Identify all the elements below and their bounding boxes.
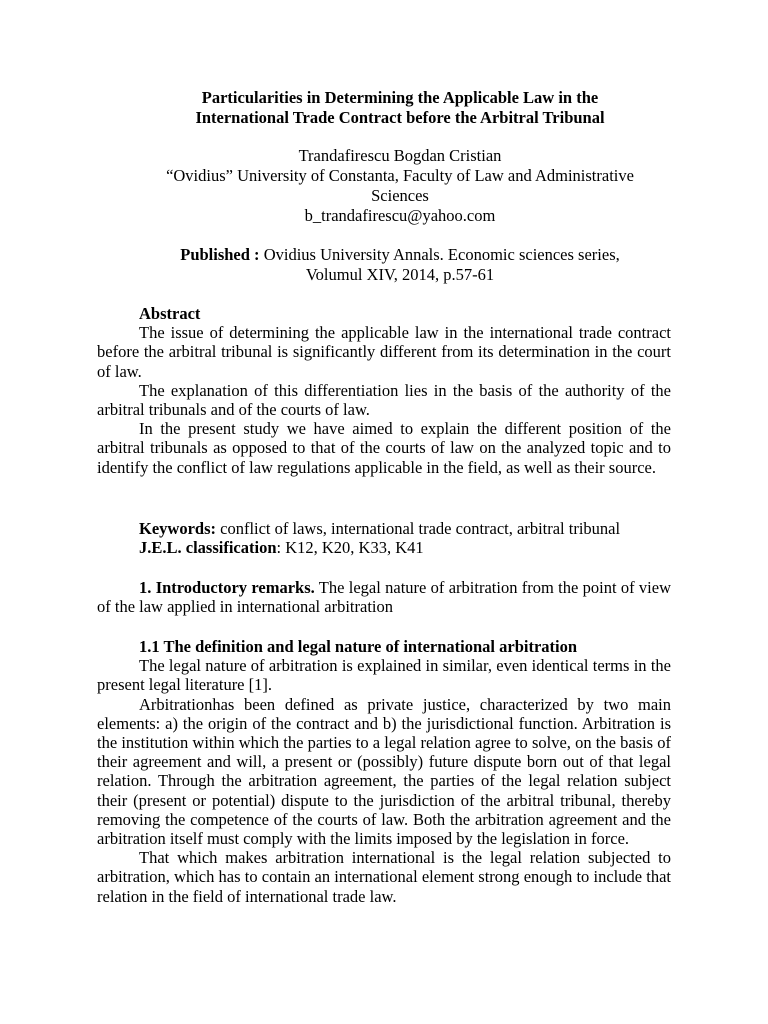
published-label: Published :: [180, 245, 260, 264]
abstract-paragraph-3: In the present study we have aimed to explain the different position of the arbitral tribunals as opposed to that of the courts of law on the analyzed topic and to identify the conflict of law regulations applicable in the field, as well as their source.: [97, 419, 671, 477]
section-1-1-paragraph-1: The legal nature of arbitration is explained in similar, even identical terms in the present legal literature [1].: [97, 656, 671, 695]
author-name: Trandafirescu Bogdan Cristian: [298, 146, 502, 165]
author-affiliation-line-1: “Ovidius” University of Constanta, Faculty of Law and Administrative: [166, 166, 634, 185]
keywords-text: conflict of laws, international trade contract, arbitral tribunal: [216, 519, 621, 538]
paper-title: [90, 88, 710, 128]
abstract-paragraph-2: The explanation of this differentiation lies in the basis of the authority of the arbitral tribunals and of the courts of law.: [97, 380, 671, 420]
section-1-1: [97, 637, 671, 906]
author-block: [100, 146, 700, 226]
title-line-1: Particularities in Determining the Applicable Law in the: [201, 88, 599, 107]
keywords-label: Keywords:: [139, 519, 216, 538]
section-1-text: The legal nature of arbitration from the point of view of the law applied in international arbitration: [97, 578, 671, 617]
publication-block: [100, 245, 700, 285]
section-1: [97, 578, 671, 616]
abstract-paragraph-1: The issue of determining the applicable law in the international trade contract before the arbitral tribunal is significantly different from its determination in the court of law.: [97, 323, 671, 381]
title-line-2: International Trade Contract before the Arbitral Tribunal: [195, 108, 605, 127]
section-1-heading: 1. Introductory remarks.: [139, 578, 315, 597]
jel-label: J.E.L. classification: [139, 538, 277, 558]
jel-codes: : K12, K20, K33, K41: [276, 538, 424, 558]
abstract-heading: Abstract: [139, 304, 201, 323]
author-email: b_trandafirescu@yahoo.com: [304, 206, 496, 225]
author-affiliation-line-2: Sciences: [371, 186, 429, 205]
section-1-1-paragraph-2: Arbitrationhas been defined as private justice, characterized by two main elements: a) the origin of the contract and b) the jurisdictional function. Arbitration is the institution within which the parties to a legal relation agree to solve, on the basis of their agreement and will, a present or (possibly) future dispute born out of that legal relation. Through the arbitration agreement, the parties of the legal relation subject their (present or potential) dispute to the jurisdiction of the arbitral tribunal, thereby removing the competence of the courts of law. Both the arbitration agreement and the arbitration itself must comply with the limits imposed by the legislation in force.: [97, 694, 671, 849]
publication-journal: Ovidius University Annals. Economic sciences series,: [259, 245, 620, 264]
keywords-section: [97, 519, 671, 557]
section-1-1-heading: 1.1 The definition and legal nature of international arbitration: [139, 637, 578, 656]
publication-volume: Volumul XIV, 2014, p.57-61: [305, 265, 495, 284]
section-1-1-paragraph-3: That which makes arbitration international is the legal relation subjected to arbitration, which has to contain an international element strong enough to include that relation in the field of international trade law.: [97, 848, 671, 906]
abstract-section: [97, 304, 671, 477]
